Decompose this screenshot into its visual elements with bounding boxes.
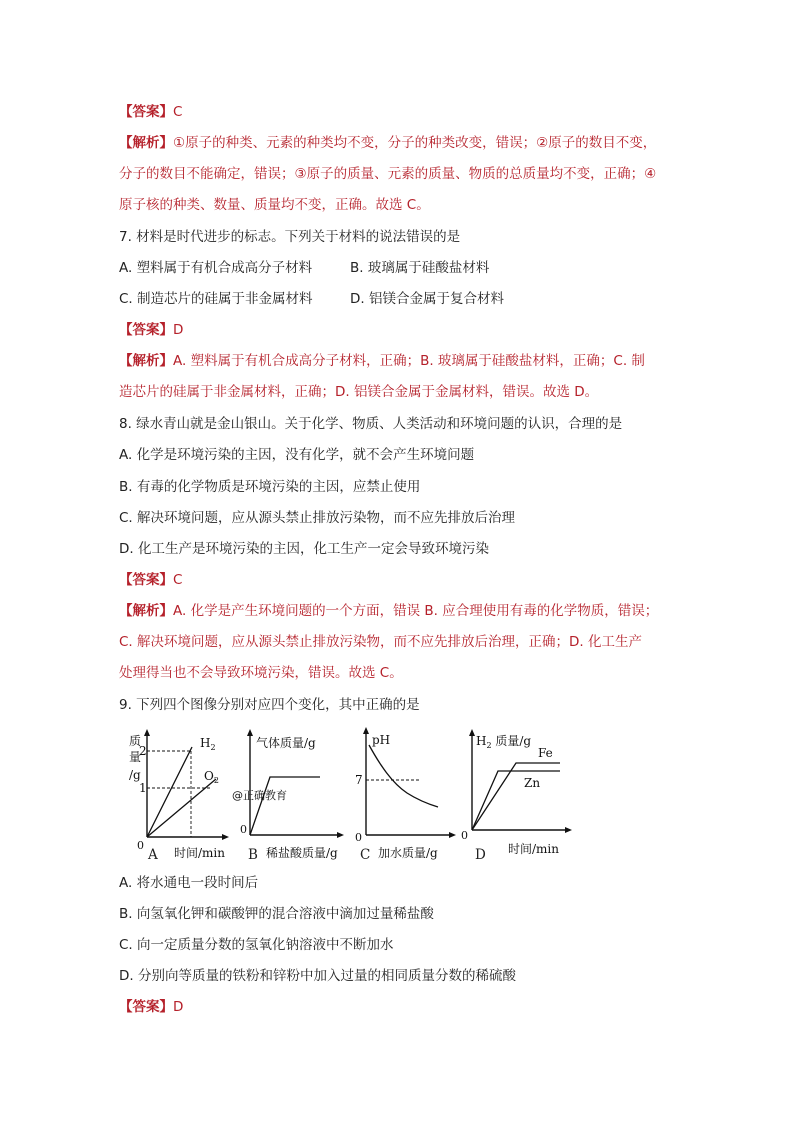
y-label: pH [372,733,391,747]
answer-value: C [173,572,183,588]
answer-line [119,997,183,1017]
option-a: A. 化学是环境污染的主因，没有化学，就不会产生环境问题 [119,447,475,463]
graph-d [460,725,575,864]
analysis-text: 处理得当也不会导致环境污染，错误。故选 C。 [119,665,403,681]
graph-c [352,725,457,864]
answer-label: 【答案】 [119,322,173,338]
answer-value: D [173,999,184,1015]
graph-caption: A [148,847,158,863]
y-axis-arrow [247,729,253,736]
y-unit: /g [129,768,141,782]
x-axis-arrow [565,827,572,833]
zn-line [472,771,560,830]
analysis-text: ①原子的种类、元素的种类均不变，分子的种类改变，错误；②原子的数目不变， [173,135,657,151]
y-label: 质 [129,734,142,748]
question-stem: 8. 绿水青山就是金山银山。关于化学、物质、人类活动和环境问题的认识，合理的是 [119,416,623,432]
h2-line [147,747,192,837]
answer-label: 【答案】 [119,572,173,588]
graph-caption: B [248,847,258,863]
x-label: 时间/min [508,842,559,856]
analysis-label: 【解析】 [119,353,173,369]
option-c: C. 制造芯片的硅属于非金属材料 [119,291,313,307]
graph-caption: D [475,847,486,863]
ph-curve [369,745,438,807]
tick-label: 1 [139,781,147,795]
origin-label: 0 [355,831,362,844]
option-b: B. 玻璃属于硅酸盐材料 [350,260,490,276]
option-a: A. 将水通电一段时间后 [119,875,259,891]
analysis-line [119,351,645,371]
y-label: $H_2$ 质量/g [476,734,532,750]
y-label: 量 [129,750,142,764]
tick-label: 7 [355,773,363,787]
y-axis-arrow [144,729,150,736]
analysis-text: 原子核的种类、数量、质量均不变，正确。故选 C。 [119,197,430,213]
x-axis-arrow [222,834,229,840]
zn-label: Zn [524,776,541,790]
fe-label: Fe [538,746,553,760]
graph-a [124,725,229,864]
analysis-text: A. 化学是产生环境问题的一个方面，错误 B. 应合理使用有毒的化学物质，错误； [173,603,659,619]
origin-label: 0 [137,839,144,852]
answer-line [119,570,182,590]
y-axis-arrow [469,729,475,736]
analysis-label: 【解析】 [119,135,173,151]
tick-label: 2 [139,744,147,758]
option-a: A. 塑料属于有机合成高分子材料 [119,260,313,276]
answer-label: 【答案】 [119,104,173,120]
graph-b [232,725,345,864]
analysis-line [119,133,656,153]
option-b: B. 有毒的化学物质是环境污染的主因，应禁止使用 [119,479,421,495]
answer-label: 【答案】 [119,999,173,1015]
question-stem: 7. 材料是时代进步的标志。下列关于材料的说法错误的是 [119,229,461,245]
fe-line [472,763,560,830]
answer-value: D [173,322,184,338]
x-label: 稀盐酸质量/g [266,846,338,860]
answer-value: C [173,104,183,120]
answer-line [119,102,182,122]
analysis-text: A. 塑料属于有机合成高分子材料，正确；B. 玻璃属于硅酸盐材料，正确；C. 制 [173,353,645,369]
origin-label: 0 [240,823,247,836]
origin-label: 0 [461,829,468,842]
analysis-text: 造芯片的硅属于非金属材料，正确；D. 铝镁合金属于金属材料，错误。故选 D。 [119,384,599,400]
watermark: @正确教育 [232,789,287,802]
x-label: 时间/min [174,846,225,860]
option-c: C. 向一定质量分数的氢氧化钠溶液中不断加水 [119,937,394,953]
y-axis-arrow [363,727,369,734]
analysis-label: 【解析】 [119,603,173,619]
y-label: 气体质量/g [256,736,316,750]
option-d: D. 铝镁合金属于复合材料 [350,291,504,307]
question-stem: 9. 下列四个图像分别对应四个变化，其中正确的是 [119,697,420,713]
analysis-line [119,601,658,621]
option-c: C. 解决环境问题，应从源头禁止排放污染物，而不应先排放后治理 [119,510,516,526]
answer-line [119,320,183,340]
option-b: B. 向氢氧化钾和碳酸钾的混合溶液中滴加过量稀盐酸 [119,906,434,922]
analysis-text: 分子的数目不能确定，错误；③原子的质量、元素的质量、物质的总质量均不变，正确；④ [119,166,657,182]
x-axis-arrow [449,832,456,838]
option-d: D. 化工生产是环境污染的主因，化工生产一定会导致环境污染 [119,541,489,557]
gas-curve [250,777,320,835]
x-label: 加水质量/g [378,846,438,860]
o2-label: $O_2$ [204,769,219,785]
analysis-text: C. 解决环境问题，应从源头禁止排放污染物，而不应先排放后治理，正确；D. 化工生产 [119,634,642,650]
h2-label: $H_2$ [200,736,216,752]
option-d: D. 分别向等质量的铁粉和锌粉中加入过量的相同质量分数的稀硫酸 [119,968,516,984]
graph-caption: C [360,847,371,863]
x-axis-arrow [337,832,344,838]
